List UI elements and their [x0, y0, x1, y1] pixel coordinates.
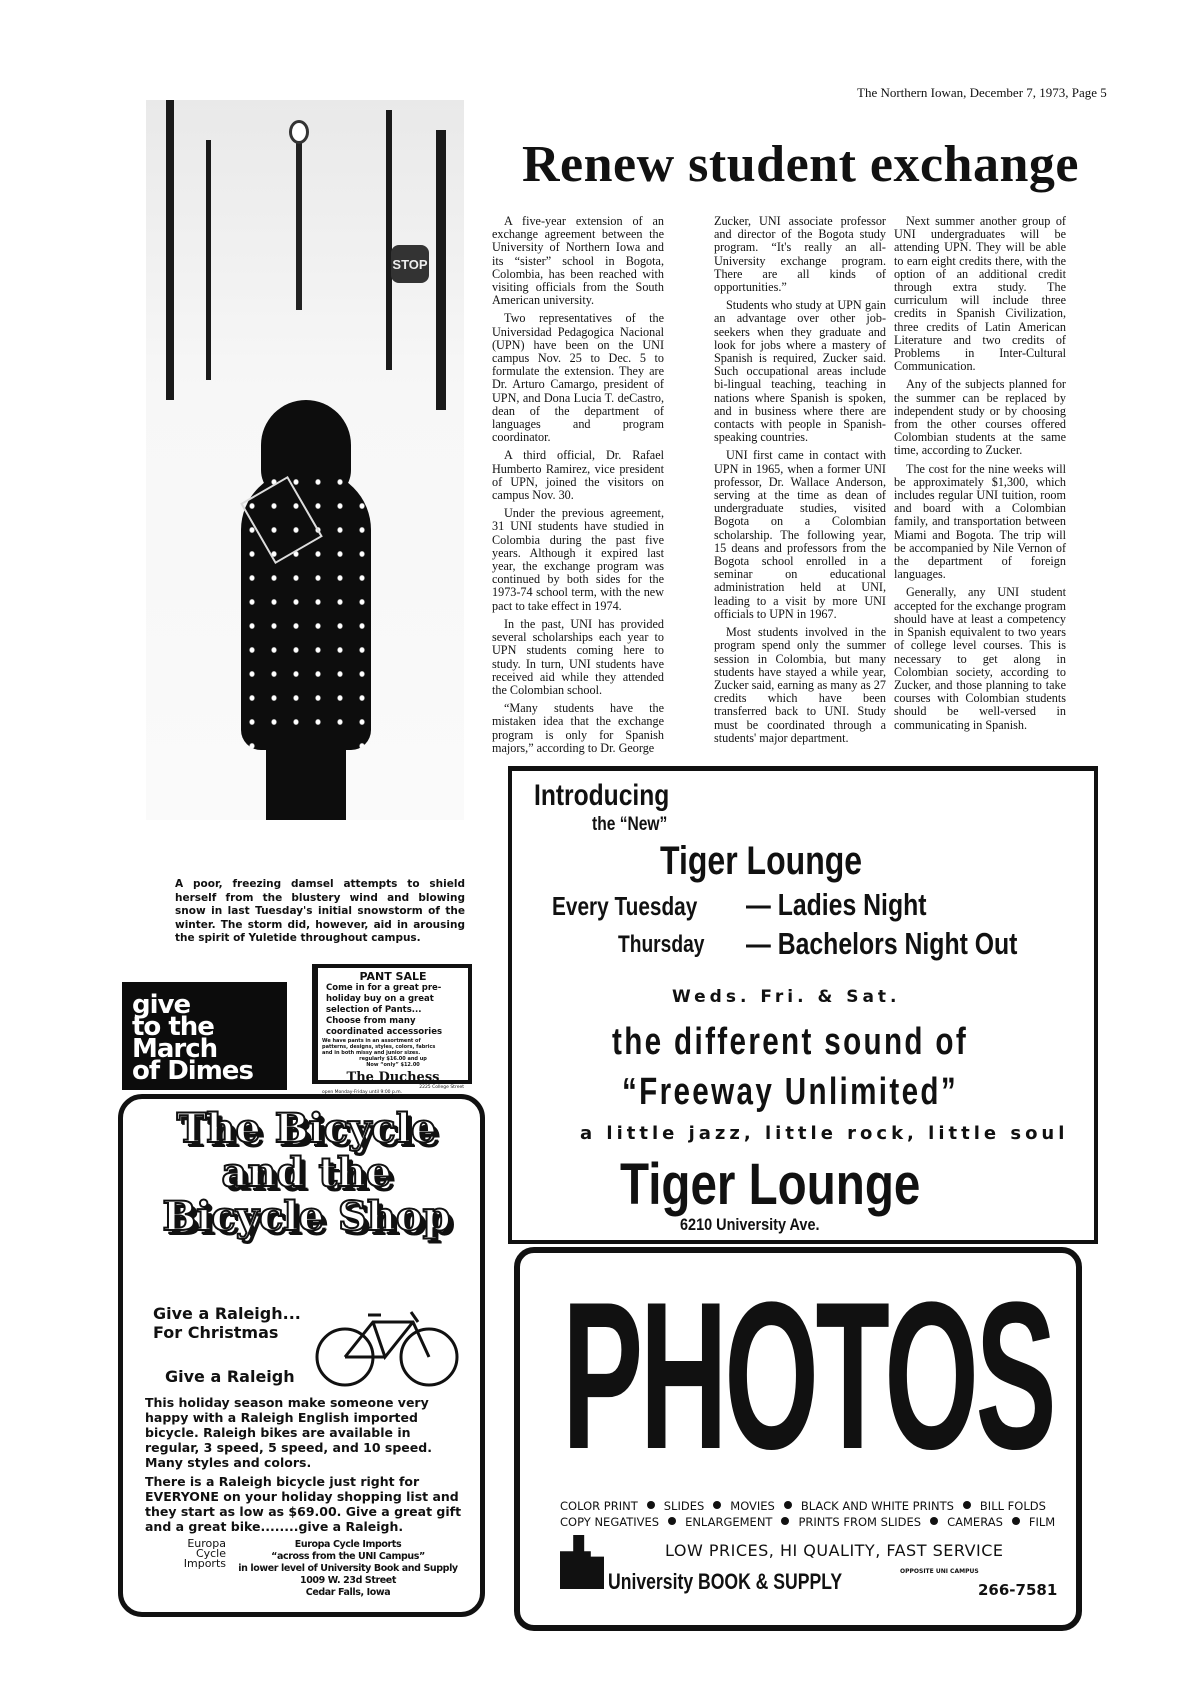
article-column-1 [492, 215, 664, 760]
paragraph: A third official, Dr. Rafael Humberto Ramirez, vice president of UPN, joined the visitors on campus Nov. 30. [492, 448, 664, 503]
paragraph: The cost for the nine weeks will be approximately $1,300, which includes regular UNI tuition, room and board with a Colombian family, and transportation between Miami and Bogota. The trip will be accompanied by Nile Vernon of the department of foreign languages. [894, 461, 1066, 582]
dimes-line: of Dimes [132, 1056, 253, 1086]
paragraph: Students who study at UPN gain an advantage over other job-seekers when they graduate and look for jobs where a mastery of Spanish is required, Zucker said. Such occupational areas include bi-lingual teaching, teaching in nations where Spanish is spoken, and in business where there are contacts with people in Spanish-speaking countries. [714, 298, 886, 445]
title-line: and the [221, 1149, 392, 1196]
service: ENLARGEMENT [685, 1515, 773, 1529]
tuesday-label: Every Tuesday [552, 891, 698, 921]
store-name: University BOOK & SUPPLY [608, 1569, 843, 1594]
title-line: Bicycle Shop [162, 1193, 451, 1240]
photos-tagline: LOW PRICES, HI QUALITY, FAST SERVICE [665, 1541, 1004, 1560]
the-new: the “New” [592, 814, 668, 835]
paragraph: Most students involved in the program spend only the summer session in Colombia, but many students have stayed a while year, Zucker said, earning as many as 27 credits which have been transferred back to UNI. Study must be coordinated through a students' major department. [714, 625, 886, 745]
tree-trunk [206, 140, 211, 380]
address-line: Europa Cycle Imports [294, 1539, 402, 1550]
paragraph: Two representatives of the Universidad Pedagogica Nacional (UPN) have been on the UNI campus Nov. 25 to Dec. 5 to formulate the extension. They are Dr. Arturo Camargo, president of UPN, and Dona Lucia T. deCastro, dean of the department of languages and program coordinator. [492, 311, 664, 445]
ad-small: and in both missy and junior sizes. [322, 1050, 421, 1056]
thursday-label: Thursday [618, 931, 705, 958]
dimes-line: to the [132, 1012, 214, 1042]
weekend-days: Weds. Fri. & Sat. [672, 987, 901, 1007]
tiger-lounge-ad [508, 766, 1098, 1244]
venue-name: Tiger Lounge [660, 839, 863, 883]
service: FILM [1028, 1515, 1056, 1529]
address-line: “across from the UNI Campus” [271, 1551, 425, 1562]
figure-legs [266, 740, 346, 820]
ad-line: coordinated accessories [326, 1027, 443, 1037]
lamp-head [289, 120, 309, 144]
service: CAMERAS [947, 1515, 1003, 1529]
dimes-line: March [132, 1034, 218, 1064]
march-of-dimes-ad [122, 982, 287, 1090]
address-line: in lower level of University Book and Supply [238, 1563, 458, 1574]
ad-line: holiday buy on a great [326, 994, 434, 1004]
title-line: The Bicycle [176, 1105, 437, 1152]
service: COLOR PRINT [560, 1499, 638, 1513]
service: BLACK AND WHITE PRINTS [800, 1499, 954, 1513]
paragraph: Next summer another group of UNI undergraduates will be attending UPN. They will be able to earn eight credits there, with the option of an additional credit through extra study. The curriculum will include three credits in Spanish Civilization, three credits of Latin American Literature and two credits of Problems in Inter-Cultural Communication. [894, 214, 1066, 374]
bullet-icon [647, 1501, 655, 1509]
shop-address [233, 1539, 463, 1599]
tree-trunk [166, 100, 174, 400]
service: BILL FOLDS [979, 1499, 1046, 1513]
store-location: OPPOSITE UNI CAMPUS [900, 1568, 979, 1575]
address-line: 1009 W. 23d Street [300, 1575, 396, 1586]
ad-line: Choose from many [326, 1016, 416, 1026]
dimes-line: give [132, 990, 191, 1020]
ad-line: Come in for a great pre- [326, 983, 442, 993]
ad-body [145, 1395, 467, 1538]
bicycle-shop-ad [118, 1094, 485, 1617]
ad-small: patterns, designs, styles, colors, fabrics [322, 1044, 436, 1050]
university-book-logo-icon [560, 1535, 604, 1589]
ad-price: Now “only” $12.00 [366, 1062, 420, 1068]
bullet-icon [668, 1517, 676, 1525]
store-address: 2225 College Street [419, 1085, 464, 1090]
tagline: Give a Raleigh [165, 1367, 295, 1386]
logo-line: Europa [187, 1537, 226, 1550]
thursday-event: — Bachelors Night Out [746, 926, 1018, 961]
paragraph: This holiday season make someone very happy with a Raleigh English imported bicycle. Raleigh bikes are available in regular, 3 speed, 5 speed, and 10 speed. Many styles and colors. [145, 1395, 432, 1470]
europa-cycle-logo [141, 1539, 226, 1601]
band-name: “Freeway Unlimited” [622, 1071, 958, 1113]
ad-price: regularly $16.00 and up [359, 1056, 427, 1062]
paragraph: Generally, any UNI student accepted for the exchange program should have at least a competency in Spanish equivalent to two years of college level courses. This is necessary to get along in Colombian society, according to Zucker, and those planning to take courses with Colombian students should be well-versed in communicating in Spanish. [894, 585, 1066, 732]
paragraph: There is a Raleigh bicycle just right for EVERYONE on your holiday shopping list and they start as low as $69.00. Give a great gift and a great bike........give a Raleigh. [145, 1474, 462, 1534]
service: COPY NEGATIVES [560, 1515, 660, 1529]
page-header-line: The Northern Iowan, December 7, 1973, Page 5 [857, 85, 1107, 100]
service: SLIDES [663, 1499, 705, 1513]
services-row-1 [560, 1499, 1046, 1513]
headline: Renew student exchange [522, 136, 1079, 193]
bicycle-icon [313, 1297, 463, 1392]
ad-line: selection of Pants... [326, 1005, 422, 1015]
ad-title: PANT SALE [359, 970, 427, 983]
bullet-icon [781, 1517, 789, 1525]
service: MOVIES [730, 1499, 775, 1513]
services-row-2 [560, 1515, 1056, 1529]
bullet-icon [713, 1501, 721, 1509]
article-column-3 [894, 215, 1066, 737]
ad-small: We have pants in an assortment of [322, 1038, 421, 1044]
service: PRINTS FROM SLIDES [798, 1515, 922, 1529]
venue-name-large: Tiger Lounge [620, 1152, 921, 1217]
bullet-icon [930, 1517, 938, 1525]
venue-address: 6210 University Ave. [680, 1215, 820, 1234]
genres: a little jazz, little rock, little soul [580, 1123, 1069, 1144]
bullet-icon [963, 1501, 971, 1509]
bullet-icon [784, 1501, 792, 1509]
tagline-line: Give a Raleigh... [153, 1304, 301, 1323]
paragraph: UNI first came in contact with UPN in 1965, when a former UNI professor, Dr. Wallace Anderson, serving at the time as dean of undergraduate studies, visited Bogota on a Colombian scholarship. The following year, 15 deans and professors from the Bogota school enrolled in a seminar on educational administration held at UNI, leading to a visit by more UNI officials to UPN in 1967. [714, 448, 886, 621]
paragraph: Under the previous agreement, 31 UNI students have studied in Colombia during the past five years. Although it expired last year, the exchange program was continued by both sides for the 1973-74 school term, with the new pact to take effect in 1974. [492, 506, 664, 613]
snow-photo [146, 100, 464, 820]
logo-line: Cycle [195, 1547, 226, 1560]
paragraph: “Many students have the mistaken idea that the exchange program is only for Spanish majors,” according to Dr. George [492, 701, 664, 755]
tree-trunk [436, 130, 446, 410]
paragraph: Zucker, UNI associate professor and director of the Bogota study program. “It's really an all-University exchange program. There are all kinds of opportunities.” [714, 214, 886, 295]
bullet-icon [1012, 1517, 1020, 1525]
logo-line: Imports [183, 1557, 226, 1570]
stop-sign-icon: STOP [391, 245, 429, 283]
duchess-pant-sale-ad [312, 964, 472, 1100]
paragraph: A five-year extension of an exchange agreement between the University of Northern Iowa and its “sister” school in Bogota, Colombia, has been reached with visiting officials from the South American university. [492, 214, 664, 308]
lamp-post [296, 130, 302, 310]
photo-caption: A poor, freezing damsel attempts to shield herself from the blustery wind and blowing snow in last Tuesday's initial snowstorm of the winter. The storm did, however, aid in arousing the spirit of Yuletide throughout campus. [175, 878, 465, 944]
store-phone: 266-7581 [978, 1581, 1058, 1599]
tagline-line: For Christmas [153, 1323, 279, 1342]
tagline [153, 1304, 301, 1342]
paragraph: Any of the subjects planned for the summer can be replaced by independent study or by choosing from the other courses offered Colombian students at the same time, according to Zucker. [894, 377, 1066, 458]
sound-line: the different sound of [612, 1021, 969, 1063]
paragraph: In the past, UNI has provided several scholarships each year to UPN students coming here to study. In turn, UNI students have received aid while they attended the Colombian school. [492, 616, 664, 697]
photos-ad [514, 1247, 1082, 1631]
store-name: The Duchess [346, 1070, 440, 1085]
store-hours: Saturday until 5:00 p.m. [409, 1095, 464, 1100]
tree-trunk [386, 110, 392, 370]
tuesday-event: — Ladies Night [746, 887, 927, 922]
address-line: Cedar Falls, Iowa [305, 1587, 391, 1598]
store-hours: open Monday-Friday until 9:00 p.m. [322, 1090, 403, 1095]
ad-title [133, 1107, 480, 1239]
photos-headline: PHOTOS [562, 1258, 1054, 1493]
article-column-2 [714, 215, 886, 750]
introducing: Introducing [534, 779, 670, 812]
